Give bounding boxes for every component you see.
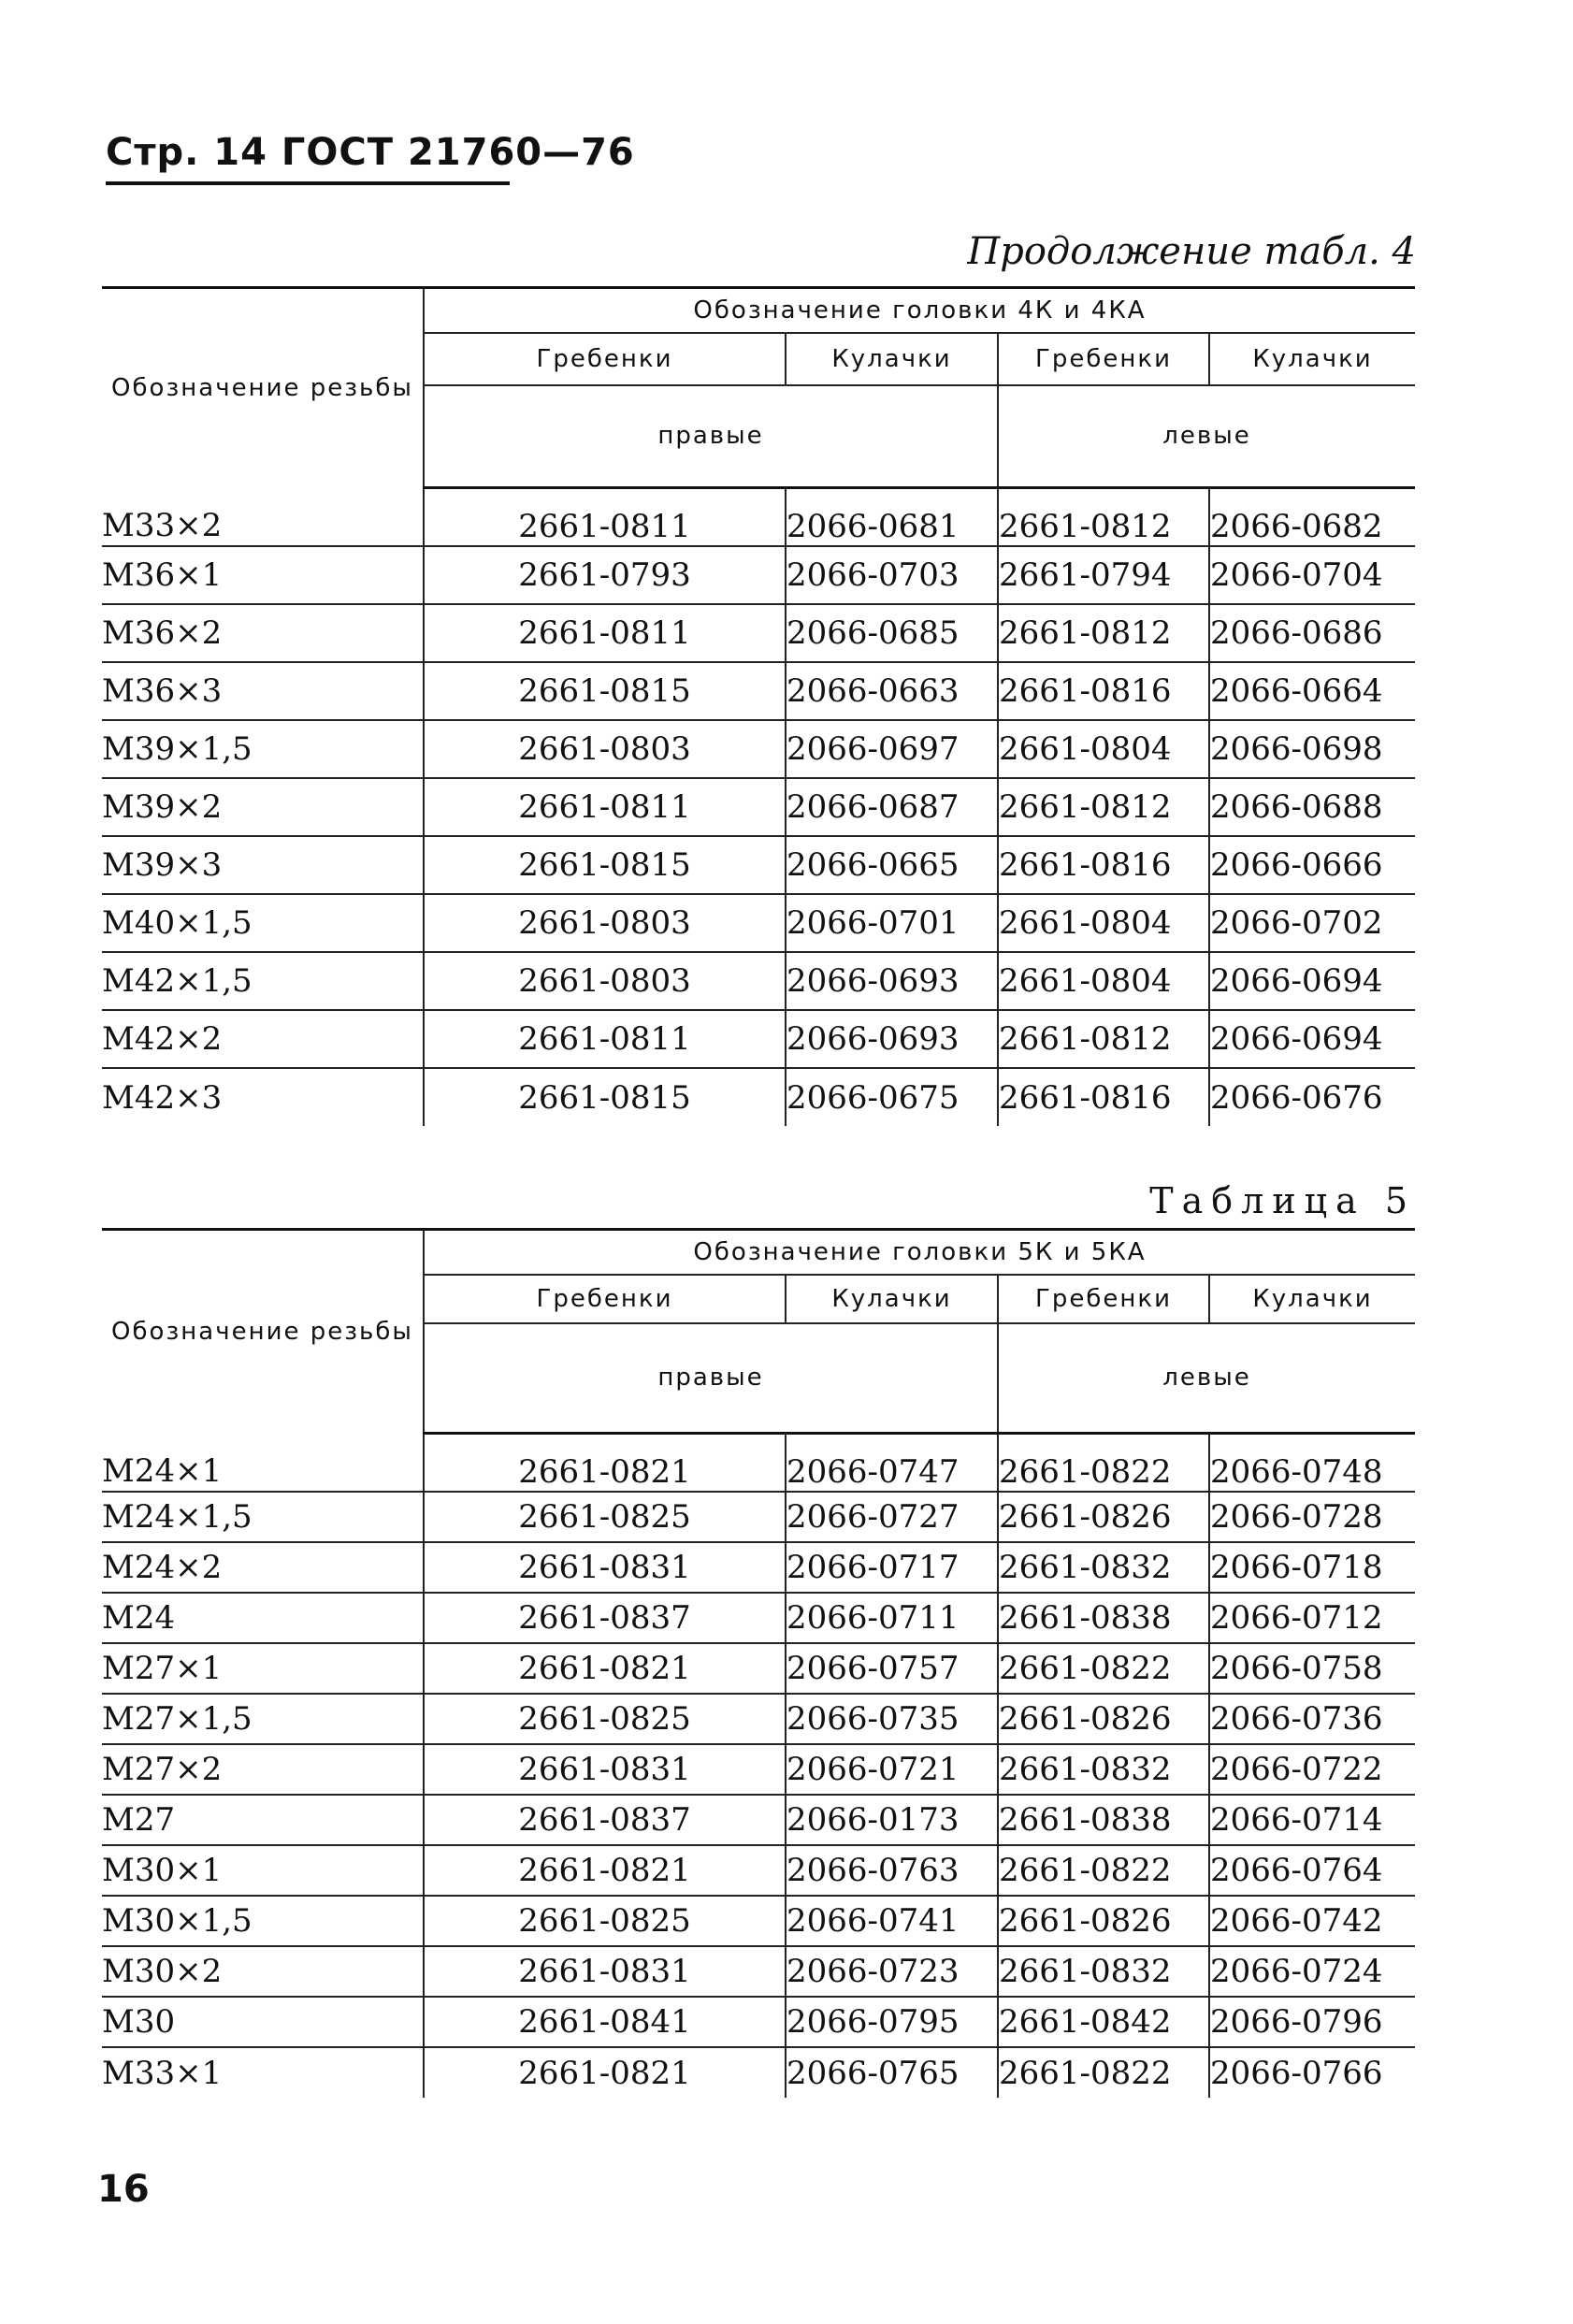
table5-thread-header: Обозначение резьбы (102, 1230, 424, 1434)
code-cell: 2066-0693 (786, 952, 998, 1010)
table-row (102, 836, 1415, 894)
thread-cell: М36×3 (102, 662, 424, 720)
code-cell: 2661-0804 (998, 720, 1209, 778)
code-cell: 2661-0841 (424, 1997, 786, 2047)
code-cell: 2661-0821 (424, 1434, 786, 1493)
code-cell: 2066-0686 (1209, 604, 1415, 662)
code-cell: 2661-0825 (424, 1492, 786, 1542)
code-cell: 2066-0796 (1209, 1997, 1415, 2047)
table5-col-kulachki-right: Кулачки (786, 1275, 998, 1323)
code-cell: 2661-0803 (424, 720, 786, 778)
thread-cell: М42×3 (102, 1078, 223, 1117)
code-cell: 2661-0811 (424, 1010, 786, 1068)
code-cell: 2066-0701 (786, 894, 998, 952)
thread-cell: М36×2 (102, 604, 424, 662)
code-cell: 2661-0831 (424, 1744, 786, 1795)
table4-col-grebenki-left: Гребенки (998, 333, 1209, 385)
table5-hand-left: левые (998, 1323, 1415, 1434)
thread-cell: М33×2 (102, 488, 424, 547)
code-cell: 2066-0728 (1209, 1492, 1415, 1542)
table-row (102, 894, 1415, 952)
code-cell: 2066-0685 (786, 604, 998, 662)
thread-cell: М30×1,5 (102, 1896, 424, 1946)
thread-cell: М39×3 (102, 836, 424, 894)
code-cell: 2661-0794 (998, 546, 1209, 604)
table5-body (102, 1434, 1415, 2099)
code-cell: 2066-0741 (786, 1896, 998, 1946)
code-cell: 2066-0687 (786, 778, 998, 836)
code-cell: 2066-0711 (786, 1593, 998, 1643)
code-cell: 2661-0832 (998, 1744, 1209, 1795)
table-row (102, 720, 1415, 778)
code-cell: 2066-0736 (1209, 1694, 1415, 1744)
table-row (102, 1946, 1415, 1997)
code-cell: 2661-0825 (424, 1896, 786, 1946)
code-cell: 2661-0811 (424, 778, 786, 836)
code-cell: 2066-0763 (786, 1845, 998, 1896)
code-cell: 2066-0717 (786, 1542, 998, 1593)
table-row (102, 488, 1415, 547)
code-cell: 2066-0712 (1209, 1593, 1415, 1643)
table4 (102, 286, 1415, 1126)
code-cell: 2661-0837 (424, 1795, 786, 1845)
table-row (102, 1434, 1415, 1493)
page-number: 16 (97, 2168, 150, 2211)
thread-cell: М42×1,5 (102, 952, 424, 1010)
code-cell: 2066-0702 (1209, 894, 1415, 952)
thread-cell: М24×2 (102, 1542, 424, 1593)
code-cell: 2661-0826 (998, 1694, 1209, 1744)
code-cell: 2661-0816 (998, 836, 1209, 894)
code-cell: 2661-0832 (998, 1946, 1209, 1997)
table-row (102, 662, 1415, 720)
code-cell: 2661-0825 (424, 1694, 786, 1744)
code-cell: 2066-0663 (786, 662, 998, 720)
code-cell: 2066-0688 (1209, 778, 1415, 836)
table4-hand-right: правые (424, 385, 998, 488)
code-cell: 2066-0173 (786, 1795, 998, 1845)
thread-cell: М24×1 (102, 1434, 424, 1493)
thread-cell: М36×1 (102, 546, 424, 604)
table-row (102, 604, 1415, 662)
code-cell: 2066-0682 (1209, 488, 1415, 547)
table4-title: Продолжение табл. 4 (967, 230, 1416, 273)
code-cell: 2661-0812 (998, 604, 1209, 662)
table-row (102, 952, 1415, 1010)
table4-hand-left: левые (998, 385, 1415, 488)
code-cell: 2066-0722 (1209, 1744, 1415, 1795)
thread-cell: М39×2 (102, 778, 424, 836)
code-cell: 2066-0765 (786, 2047, 998, 2098)
header-rule (106, 181, 510, 185)
table5 (102, 1228, 1415, 2098)
table-row (102, 1997, 1415, 2047)
table4-body (102, 488, 1415, 1127)
code-cell: 2661-0816 (998, 1068, 1209, 1126)
table-row (102, 1744, 1415, 1795)
table-row (102, 2047, 1415, 2098)
table5-title: Таблица 5 (1149, 1180, 1416, 1221)
thread-cell: М30×1 (102, 1845, 424, 1896)
code-cell: 2066-0718 (1209, 1542, 1415, 1593)
table-row (102, 1010, 1415, 1068)
code-cell: 2066-0694 (1209, 952, 1415, 1010)
table-row (102, 1845, 1415, 1896)
thread-cell: М40×1,5 (102, 894, 424, 952)
table-row (102, 1593, 1415, 1643)
table5-col-grebenki-left: Гребенки (998, 1275, 1209, 1323)
code-cell: 2661-0822 (998, 1845, 1209, 1896)
table5-col-grebenki-right: Гребенки (424, 1275, 786, 1323)
code-cell: 2066-0697 (786, 720, 998, 778)
table4-col-grebenki-right: Гребенки (424, 333, 786, 385)
thread-cell: М30 (102, 1997, 424, 2047)
page-header: Стр. 14 ГОСТ 21760—76 (106, 131, 635, 174)
thread-cell: М27×1 (102, 1643, 424, 1694)
thread-cell: М24 (102, 1593, 424, 1643)
table-row (102, 546, 1415, 604)
code-cell: 2661-0815 (424, 662, 786, 720)
code-cell: 2661-0842 (998, 1997, 1209, 2047)
thread-cell: М27×1,5 (102, 1694, 424, 1744)
table-row (102, 1795, 1415, 1845)
code-cell: 2661-0826 (998, 1492, 1209, 1542)
code-cell: 2066-0681 (786, 488, 998, 547)
code-cell: 2066-0764 (1209, 1845, 1415, 1896)
thread-cell: М30×2 (102, 1946, 424, 1997)
code-cell: 2661-0831 (424, 1946, 786, 1997)
code-cell: 2661-0821 (424, 1643, 786, 1694)
code-cell: 2066-0698 (1209, 720, 1415, 778)
code-cell: 2661-0793 (424, 546, 786, 604)
table-row (102, 778, 1415, 836)
table-row (102, 1694, 1415, 1744)
code-cell: 2661-0804 (998, 952, 1209, 1010)
table-row (102, 1896, 1415, 1946)
code-cell: 2661-0838 (998, 1593, 1209, 1643)
code-cell: 2661-0812 (998, 778, 1209, 836)
thread-cell: М33×1 (102, 2054, 223, 2092)
code-cell: 2661-0804 (998, 894, 1209, 952)
code-cell: 2066-0757 (786, 1643, 998, 1694)
code-cell: 2066-0742 (1209, 1896, 1415, 1946)
code-cell: 2661-0838 (998, 1795, 1209, 1845)
code-cell: 2066-0666 (1209, 836, 1415, 894)
code-cell: 2066-0693 (786, 1010, 998, 1068)
code-cell: 2066-0675 (786, 1068, 998, 1126)
code-cell: 2066-0721 (786, 1744, 998, 1795)
code-cell: 2066-0724 (1209, 1946, 1415, 1997)
code-cell: 2661-0812 (998, 488, 1209, 547)
code-cell: 2661-0815 (424, 836, 786, 894)
code-cell: 2661-0821 (424, 2047, 786, 2098)
table5-group-header: Обозначение головки 5К и 5КА (424, 1230, 1415, 1275)
table4-col-kulachki-left: Кулачки (1209, 333, 1415, 385)
code-cell: 2661-0822 (998, 2047, 1209, 2098)
table5-hand-right: правые (424, 1323, 998, 1434)
code-cell: 2661-0815 (424, 1068, 786, 1126)
table-row (102, 1542, 1415, 1593)
code-cell: 2066-0665 (786, 836, 998, 894)
table4-col-kulachki-right: Кулачки (786, 333, 998, 385)
thread-cell: М39×1,5 (102, 720, 424, 778)
code-cell: 2066-0694 (1209, 1010, 1415, 1068)
code-cell: 2661-0812 (998, 1010, 1209, 1068)
code-cell: 2661-0803 (424, 894, 786, 952)
table-row (102, 1492, 1415, 1542)
code-cell: 2066-0703 (786, 546, 998, 604)
code-cell: 2661-0822 (998, 1643, 1209, 1694)
thread-cell: М24×1,5 (102, 1492, 424, 1542)
code-cell: 2661-0826 (998, 1896, 1209, 1946)
code-cell: 2661-0811 (424, 604, 786, 662)
table4-group-header: Обозначение головки 4К и 4КА (424, 288, 1415, 333)
table4-thread-header: Обозначение резьбы (102, 288, 424, 488)
code-cell: 2066-0676 (1209, 1068, 1415, 1126)
code-cell: 2066-0795 (786, 1997, 998, 2047)
code-cell: 2066-0735 (786, 1694, 998, 1744)
code-cell: 2661-0832 (998, 1542, 1209, 1593)
code-cell: 2661-0811 (424, 488, 786, 547)
code-cell: 2066-0766 (1209, 2047, 1415, 2098)
code-cell: 2066-0727 (786, 1492, 998, 1542)
table5-col-kulachki-left: Кулачки (1209, 1275, 1415, 1323)
code-cell: 2661-0822 (998, 1434, 1209, 1493)
code-cell: 2661-0803 (424, 952, 786, 1010)
table-row (102, 1068, 1415, 1126)
code-cell: 2066-0723 (786, 1946, 998, 1997)
code-cell: 2661-0831 (424, 1542, 786, 1593)
code-cell: 2661-0837 (424, 1593, 786, 1643)
code-cell: 2661-0816 (998, 662, 1209, 720)
code-cell: 2066-0747 (786, 1434, 998, 1493)
code-cell: 2066-0758 (1209, 1643, 1415, 1694)
thread-cell: М27×2 (102, 1744, 424, 1795)
table-row (102, 1643, 1415, 1694)
code-cell: 2066-0704 (1209, 546, 1415, 604)
code-cell: 2066-0748 (1209, 1434, 1415, 1493)
code-cell: 2066-0714 (1209, 1795, 1415, 1845)
thread-cell: М42×2 (102, 1010, 424, 1068)
thread-cell: М27 (102, 1795, 424, 1845)
code-cell: 2066-0664 (1209, 662, 1415, 720)
code-cell: 2661-0821 (424, 1845, 786, 1896)
